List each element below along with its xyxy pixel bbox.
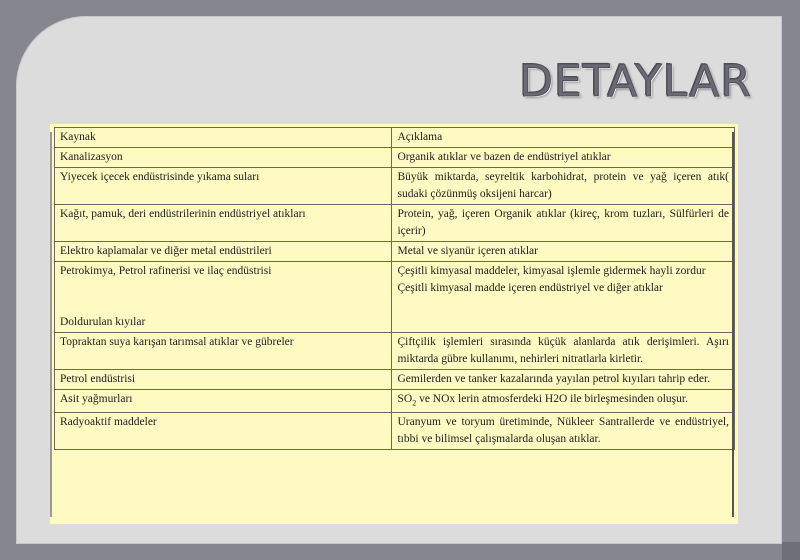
row-description: Büyük miktarda, seyreltik karbohidrat, protein ve yağ içeren atık( sudaki çözünmüş oksijeni harcar) <box>392 168 735 205</box>
spacer <box>60 297 386 314</box>
row-source: Elektro kaplamalar ve diğer metal endüstrileri <box>55 242 392 262</box>
row-description <box>392 262 735 333</box>
table-row <box>55 370 735 390</box>
row-source: Topraktan suya karışan tarımsal atıklar ve gübreler <box>55 333 392 370</box>
table-row <box>55 262 735 333</box>
row-description: Protein, yağ, içeren Organik atıklar (kireç, krom tuzları, Sülfürleri de içerir) <box>392 205 735 242</box>
table-header-row <box>55 128 735 148</box>
row-source-primary: Petrokimya, Petrol rafinerisi ve ilaç endüstrisi <box>60 265 272 277</box>
table-row <box>55 242 735 262</box>
spacer <box>60 280 386 297</box>
row-description: Gemilerden ve tanker kazalarında yayılan petrol kıyıları tahrip eder. <box>392 370 735 390</box>
row-description-primary: Çeşitli kimyasal maddeler, kimyasal işlemle gidermek hayli zordur <box>397 265 706 277</box>
formula-rest: ve NOx lerin atmosferdeki H2O ile birleşmesinden oluşur. <box>416 393 688 405</box>
row-source: Asit yağmurları <box>55 390 392 413</box>
row-description: Metal ve siyanür içeren atıklar <box>392 242 735 262</box>
table-row <box>55 148 735 168</box>
row-source: Kağıt, pamuk, deri endüstrilerinin endüstriyel atıkları <box>55 205 392 242</box>
table-row <box>55 333 735 370</box>
panel-right-edge <box>732 132 734 517</box>
row-description <box>392 390 735 413</box>
formula-so: SO <box>397 393 413 405</box>
row-description: Çiftçilik işlemleri sırasında küçük alanlarda atık derişimleri. Aşırı miktarda gübre kullanımı, nehirleri nitratlarla kirletir. <box>392 333 735 370</box>
row-source: Petrol endüstrisi <box>55 370 392 390</box>
header-description: Açıklama <box>392 128 735 148</box>
row-source: Radyoaktif maddeler <box>55 413 392 450</box>
row-source-secondary: Doldurulan kıyılar <box>60 316 146 328</box>
row-source <box>55 262 392 333</box>
panel-left-edge <box>50 132 52 517</box>
row-description: Uranyum ve toryum üretiminde, Nükleer Santrallerde ve endüstriyel, tıbbi ve bilimsel çalışmalarda oluşan atıklar. <box>392 413 735 450</box>
row-source: Yiyecek içecek endüstrisinde yıkama suları <box>55 168 392 205</box>
header-source: Kaynak <box>55 128 392 148</box>
table-row <box>55 413 735 450</box>
row-description: Organik atıklar ve bazen de endüstriyel atıklar <box>392 148 735 168</box>
sources-table <box>54 127 735 450</box>
table-panel <box>50 124 738 524</box>
row-source: Kanalizasyon <box>55 148 392 168</box>
formula-subscript: 2 <box>412 398 417 408</box>
row-description-secondary: Çeşitli kimyasal madde içeren endüstriyel ve diğer atıklar <box>397 282 663 294</box>
table-row <box>55 205 735 242</box>
corner-shade <box>782 542 800 560</box>
slide-title: DETAYLAR <box>519 56 752 107</box>
table-row <box>55 390 735 413</box>
table-row <box>55 168 735 205</box>
